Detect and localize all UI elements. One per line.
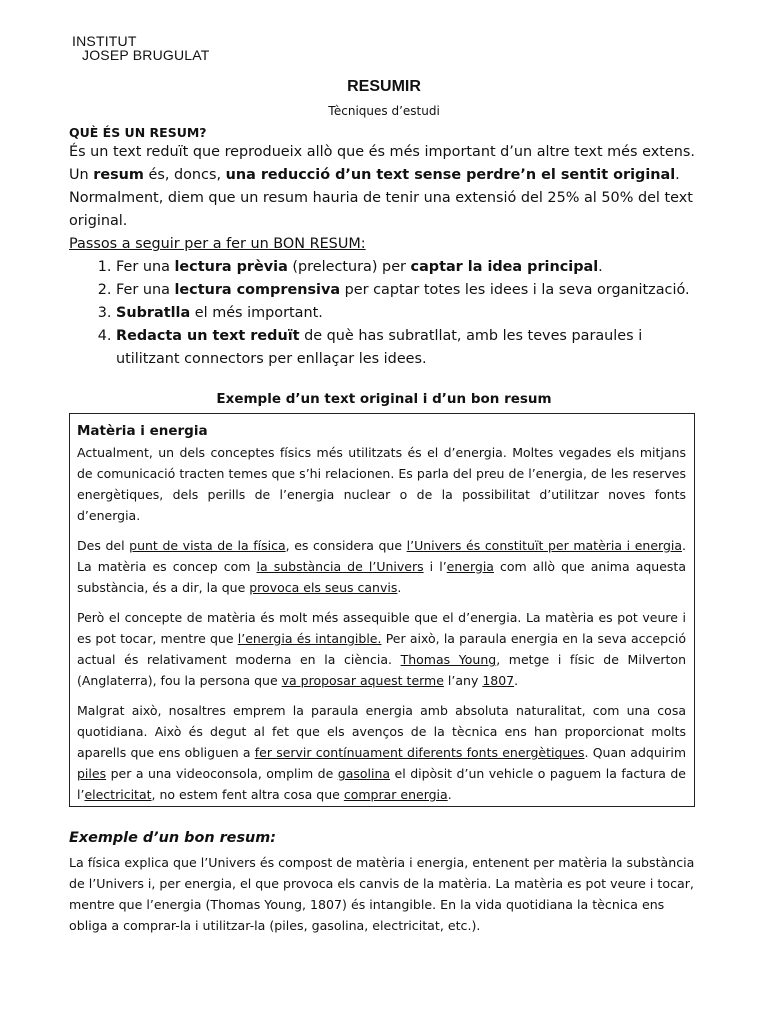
school-logo — [64, 30, 214, 68]
intro-paragraph-1 — [69, 141, 701, 187]
list-item: 3. Subratlla el més important. — [116, 302, 701, 325]
text-run: és, doncs, — [143, 167, 226, 183]
intro-section — [69, 124, 701, 371]
page-title: RESUMIR — [347, 78, 421, 95]
steps-heading: Passos a seguir per a fer un BON RESUM: — [69, 236, 366, 252]
list-item: 2. Fer una lectura comprensiva per captar totes les idees i la seva organització. — [116, 279, 701, 302]
list-item: 1. Fer una lectura prèvia (prelectura) per captar la idea principal. — [116, 256, 701, 279]
text-run: . — [675, 167, 680, 183]
summary-text: La física explica que l’Univers és compost de matèria i energia, entenent per matèria la substància de l’Univers i, per energia, el que provoca els canvis de la matèria. La matèria es pot veure i tocar, mentre que l’energia (Thomas Young, 1807) és intangible. En la vida quotidiana la tècnica ens obliga a comprar-la i utilitzar-la (piles, gasolina, electricitat, etc.). — [69, 855, 695, 933]
text-bold: una reducció d’un text sense perdre’n el sentit original — [225, 167, 676, 183]
text-run: És un text reduït que reprodueix allò que és més important d’un altre text més extens. Un — [69, 144, 695, 183]
example-heading: Exemple d’un text original i d’un bon resum — [216, 391, 552, 407]
summary-heading: Exemple d’un bon resum: — [69, 830, 276, 846]
box-paragraph-1: Actualment, un dels conceptes físics més utilitzats és el d’energia. Moltes vegades els mitjans de comunicació tracten temes que s’hi relacionen. Es parla del preu de l’energia, de les reserves energètiques, dels perills de l’energia nuclear o de la possibilitat d’utilitzar noves fonts d’energia. — [77, 445, 686, 523]
box-paragraph-3: Però el concepte de matèria és molt més assequible que el d’energia. La matèria es pot veure i es pot tocar, mentre que l’energia és intangible. Per això, la paraula energia en la seva accepció actual és relativament moderna en la ciència. Thomas Young, metge i físic de Milverton (Anglaterra), fou la persona que va proposar aquest terme l’any 1807. — [77, 610, 686, 688]
box-paragraph-2: Des del punt de vista de la física, es considera que l’Univers és constituït per matèria i energia. La matèria es concep com la substància de l’Univers i l’energia com allò que anima aquesta substància, és a dir, la que provoca els seus canvis. — [77, 538, 687, 595]
section-heading-what: QUÈ ÉS UN RESUM? — [69, 125, 207, 140]
intro-paragraph-2: Normalment, diem que un resum hauria de tenir una extensió del 25% al 50% del text original. — [69, 190, 693, 229]
list-item: 4. Redacta un text reduït de què has subratllat, amb les teves paraules i utilitzant connectors per enllaçar les idees. — [116, 325, 701, 371]
steps-list — [69, 256, 701, 371]
text-bold: resum — [93, 167, 144, 183]
logo-line-1: INSTITUT — [72, 33, 137, 49]
page-subtitle: Tècniques d’estudi — [328, 104, 440, 118]
box-title: Matèria i energia — [77, 423, 208, 439]
logo-line-2: JOSEP BRUGULAT — [82, 47, 210, 63]
original-text-box — [69, 413, 695, 807]
box-paragraph-4: Malgrat això, nosaltres emprem la paraula energia amb absoluta naturalitat, com una cosa quotidiana. Això és degut al fet que els avenços de la tècnica ens han proporcionat molts aparells que ens obliguen a fer servir contínuament diferents fonts energètiques. Quan adquirim piles per a una videoconsola, omplim de gasolina el dipòsit d’un vehicle o paguem la factura de l’electricitat, no estem fent altra cosa que comprar energia. — [77, 703, 686, 802]
